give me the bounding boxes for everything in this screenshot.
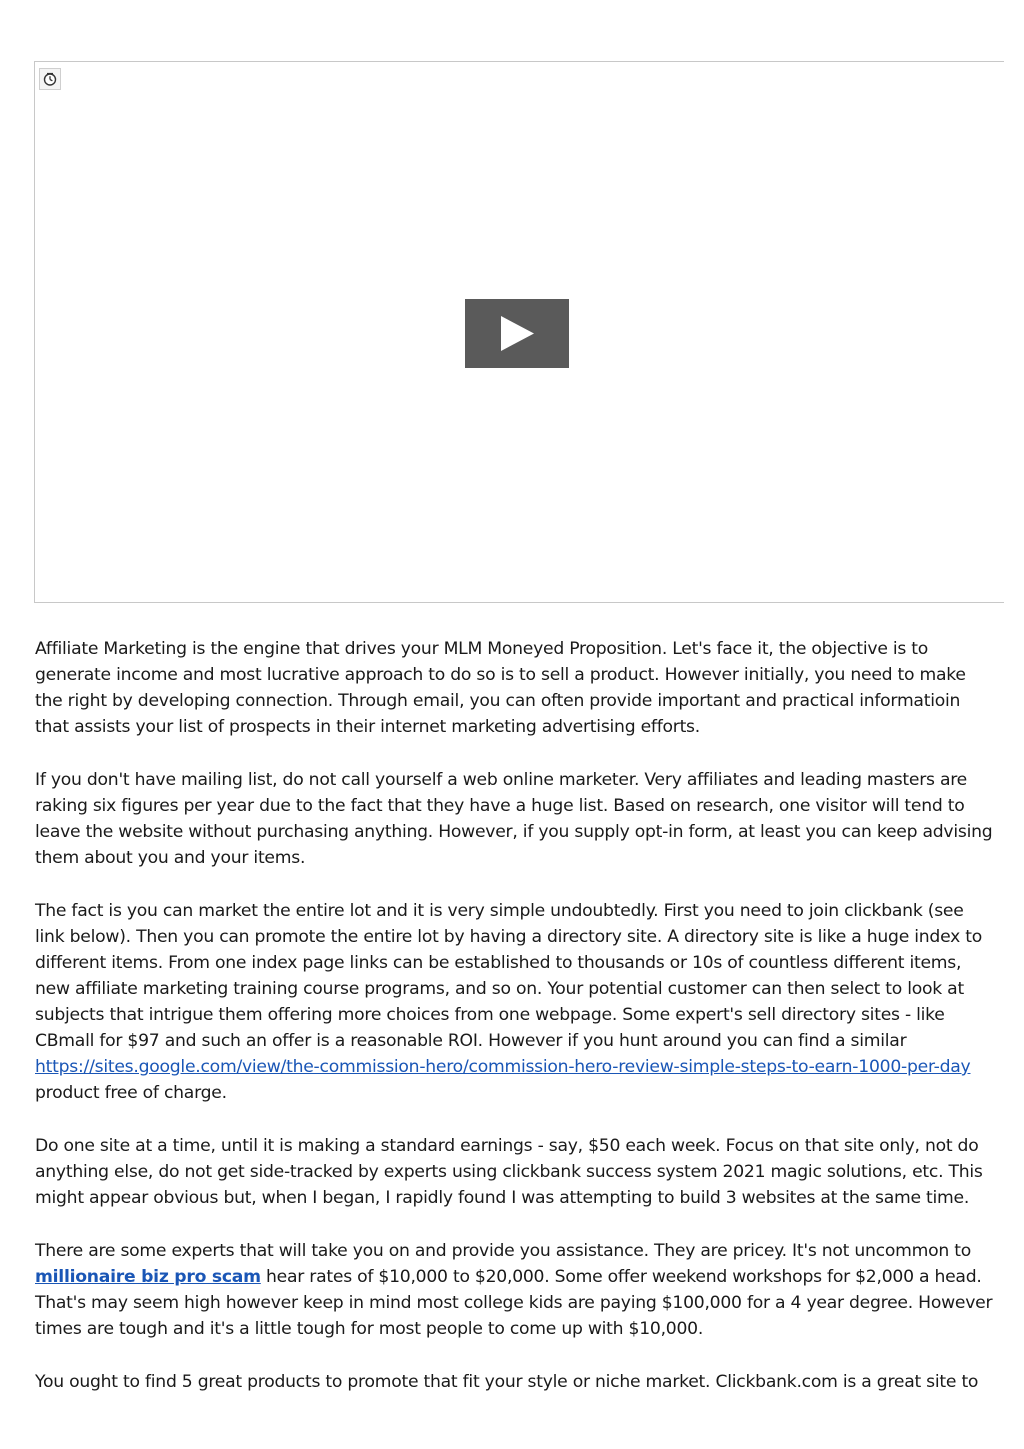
paragraph-6: You ought to find 5 great products to promote that fit your style or niche market. Clickbank.com is a great site to — [35, 1372, 979, 1392]
video-embed[interactable] — [34, 61, 1004, 603]
clock-icon — [39, 68, 61, 90]
paragraph-2: If you don't have mailing list, do not call yourself a web online marketer. Very affiliates and leading masters are raking six figures per year due to the fact that they have a huge list. Based on research, one visitor will tend to leave the website without purchasing anything. However, if you supply opt-in form, at least you can keep advising them about you and your items. — [35, 770, 993, 868]
paragraph-5 — [35, 1238, 995, 1342]
paragraph-4: Do one site at a time, until it is making a standard earnings - say, $50 each week. Focus on that site only, not do anything else, do not get side-tracked by experts using clickbank success system 2021 magic solutions, etc. This might appear obvious but, when I began, I rapidly found I was attempting to build 3 websites at the same time. — [35, 1136, 983, 1208]
play-button[interactable] — [465, 299, 569, 368]
article-body — [35, 636, 995, 1422]
paragraph-3-text: The fact is you can market the entire lot and it is very simple undoubtedly. First you need to join clickbank (see link below). Then you can promote the entire lot by having a directory site. A directory site is like a huge index to different items. From one index page links can be established to thousands or 10s of countless different items, new affiliate marketing training course programs, and so on. Your potential customer can then select to look at subjects that intrigue them offering more choices from one webpage. Some expert's sell directory sites - like CBmall for $97 and such an offer is a reasonable ROI. However if you hunt around you can find a similar — [35, 901, 982, 1051]
paragraph-5-tail: hear rates of $10,000 to $20,000. Some offer weekend workshops for $2,000 a head. That's may seem high however keep in mind most college kids are paying $100,000 for a 4 year degree. However times are tough and it's a little tough for most people to come up with $10,000. — [35, 1267, 993, 1339]
paragraph-3-tail: product free of charge. — [35, 1083, 227, 1103]
commission-hero-link[interactable]: https://sites.google.com/view/the-commission-hero/commission-hero-review-simple-steps-to-earn-1000-per-day — [35, 1057, 971, 1077]
play-icon — [465, 299, 569, 368]
paragraph-1: Affiliate Marketing is the engine that drives your MLM Moneyed Proposition. Let's face it, the objective is to generate income and most lucrative approach to do so is to sell a product. However initially, you need to make the right by developing connection. Through email, you can often provide important and practical informatioin that assists your list of prospects in their internet marketing advertising efforts. — [35, 639, 966, 737]
millionaire-biz-link[interactable]: millionaire biz pro scam — [35, 1267, 261, 1287]
paragraph-3 — [35, 898, 995, 1106]
paragraph-5-text: There are some experts that will take you on and provide you assistance. They are pricey. It's not uncommon to — [35, 1241, 971, 1261]
